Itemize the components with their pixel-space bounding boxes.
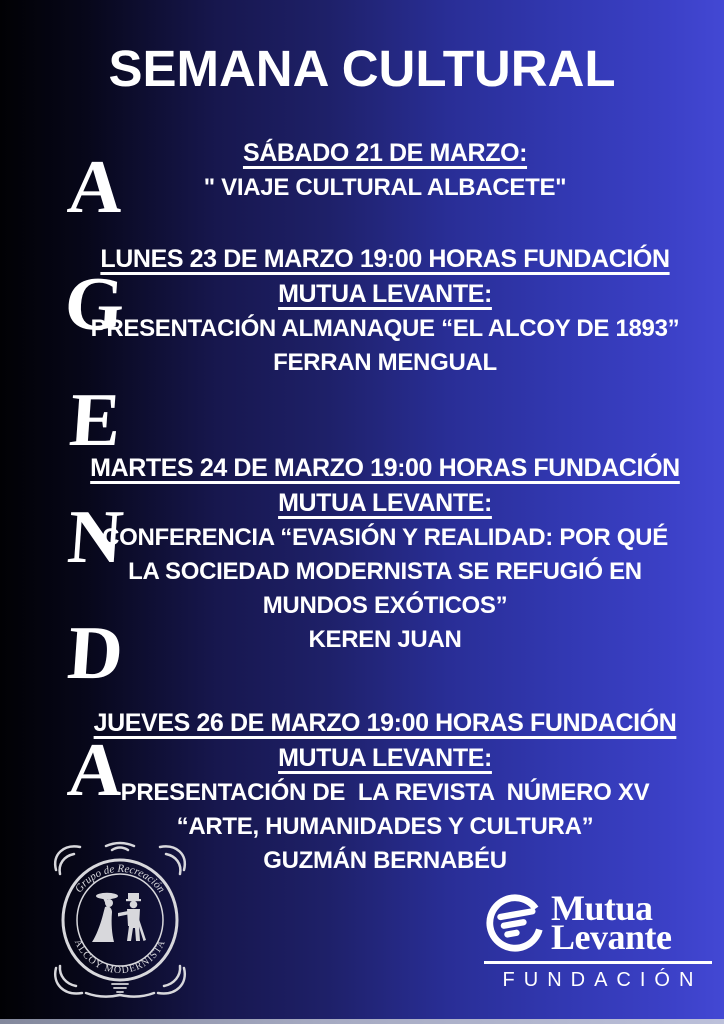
mutua-wordmark <box>551 888 672 957</box>
event-speaker: FERRAN MENGUAL <box>273 349 497 376</box>
event-detail-line: PRESENTACIÓN DE LA REVISTA NÚMERO XV <box>120 779 650 806</box>
event-date-heading: LUNES 23 DE MARZO 19:00 HORAS FUNDACIÓN <box>100 245 670 273</box>
poster-title: SEMANA CULTURAL <box>108 40 616 97</box>
emblem-outer-ring <box>63 860 177 980</box>
event-detail-line: CONFERENCIA “EVASIÓN Y REALIDAD: POR QUÉ <box>102 524 668 551</box>
mutua-fundacion-label: FUNDACIÓN <box>502 969 703 991</box>
event-tuesday <box>55 451 715 657</box>
event-date-heading: MUTUA LEVANTE: <box>278 280 492 308</box>
alcoy-emblem-icon <box>50 840 190 1002</box>
event-date-heading: MUTUA LEVANTE: <box>278 744 492 772</box>
emblem-bottom-arc-text: ALCOY MODERNISTA <box>71 937 169 977</box>
modernist-couple-figures <box>92 893 146 942</box>
event-detail-line: “ARTE, HUMANIDADES Y CULTURA” <box>176 813 594 840</box>
mutua-logo-row <box>484 888 712 957</box>
event-detail-line: PRESENTACIÓN ALMANAQUE “EL ALCOY DE 1893” <box>90 315 680 342</box>
agenda-letter: D <box>64 611 126 696</box>
agenda-letter: E <box>66 378 124 463</box>
agenda-letter: N <box>64 494 126 579</box>
event-date-heading: MUTUA LEVANTE: <box>278 489 492 517</box>
event-date-heading: SÁBADO 21 DE MARZO: <box>242 139 528 167</box>
event-date-heading: MARTES 24 DE MARZO 19:00 HORAS FUNDACIÓN <box>90 454 680 482</box>
mutua-wing-icon <box>484 892 546 954</box>
event-detail-line: LA SOCIEDAD MODERNISTA SE REFUGIÓ EN <box>128 558 642 585</box>
agenda-letter: A <box>64 145 126 229</box>
alcoy-modernista-logo <box>50 840 190 1002</box>
mutua-divider-line <box>484 961 712 964</box>
event-date-heading: JUEVES 26 DE MARZO 19:00 HORAS FUNDACIÓN <box>93 709 677 737</box>
mutua-name-line1: Mutua <box>551 888 653 928</box>
mutua-name-line2: Levante <box>551 917 672 957</box>
mutua-levante-logo <box>484 888 712 991</box>
event-saturday <box>55 136 715 205</box>
bottom-edge-strip <box>0 1019 724 1024</box>
event-speaker: GUZMÁN BERNABÉU <box>263 847 507 874</box>
event-monday <box>55 242 715 380</box>
event-detail-line: MUNDOS EXÓTICOS” <box>262 592 508 619</box>
agenda-letter: G <box>62 261 128 346</box>
agenda-letter: A <box>64 727 126 812</box>
event-detail-line: " VIAJE CULTURAL ALBACETE" <box>203 174 567 201</box>
event-speaker: KEREN JUAN <box>308 626 462 653</box>
emblem-top-arc-text: Grupo de Recreación <box>72 862 168 896</box>
